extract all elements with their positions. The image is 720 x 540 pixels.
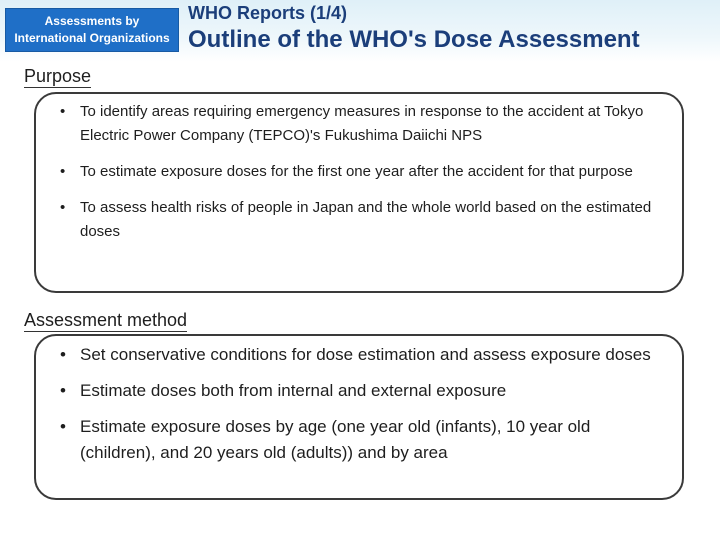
- bullet-icon: •: [60, 417, 66, 436]
- list-item-text: Estimate exposure doses by age (one year old (infants), 10 year old (children), and 20 years old (adults)) and by area: [80, 417, 591, 462]
- bullet-icon: •: [60, 345, 66, 364]
- list-item: [60, 160, 660, 184]
- method-list: [60, 342, 660, 466]
- list-item-text: To identify areas requiring emergency measures in response to the accident at Tokyo Electric Power Company (TEPCO)'s Fukushima Daiichi NPS: [80, 103, 644, 144]
- section-badge: [5, 8, 179, 52]
- list-item-text: Estimate doses both from internal and external exposure: [80, 381, 507, 400]
- list-item: [60, 196, 660, 244]
- slide-title: Outline of the WHO's Dose Assessment: [188, 26, 640, 53]
- purpose-list: [60, 100, 660, 244]
- method-box: [34, 334, 684, 500]
- list-item: [60, 342, 660, 368]
- purpose-heading: Purpose: [24, 66, 92, 86]
- list-item: [60, 100, 660, 148]
- list-item-text: Set conservative conditions for dose estimation and assess exposure doses: [80, 345, 651, 364]
- method-heading: Assessment method: [24, 310, 188, 330]
- list-item-text: To estimate exposure doses for the first one year after the accident for that purpose: [80, 163, 633, 180]
- badge-line-2: International Organizations: [14, 31, 170, 45]
- purpose-box: [34, 92, 684, 293]
- list-item: [60, 378, 660, 404]
- list-item: [60, 414, 660, 466]
- list-item-text: To assess health risks of people in Japan and the whole world based on the estimated doses: [80, 199, 652, 240]
- badge-line-1: Assessments by: [44, 14, 140, 28]
- slide-subtitle: WHO Reports (1/4): [188, 3, 348, 23]
- bullet-icon: •: [60, 381, 66, 400]
- bullet-icon: •: [60, 199, 66, 216]
- bullet-icon: •: [60, 163, 66, 180]
- bullet-icon: •: [60, 103, 66, 120]
